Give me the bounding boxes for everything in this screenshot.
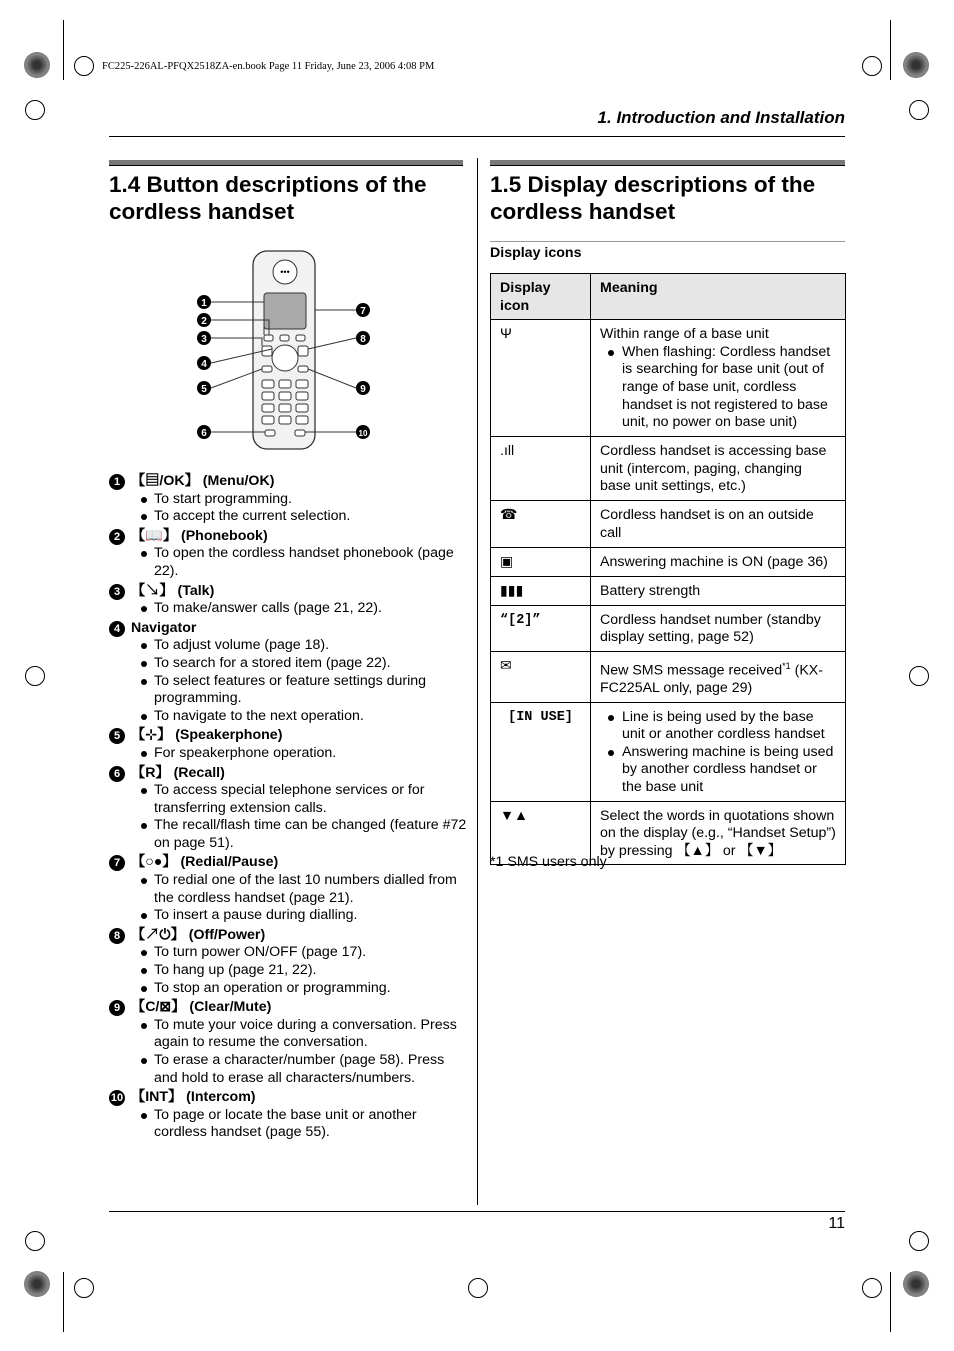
meaning-text: Select the words in quotations shown on the display (e.g., “Handset Setup”) by pressing 【▲】 or 【▼】: [600, 807, 836, 859]
button-label: 【C/⊠】 (Clear/Mute): [131, 999, 272, 1016]
handset-figure: [190, 245, 380, 455]
meaning-bullet: When flashing: Cordless handset is searching for base unit (out of range of base unit, cordless handset is not registered to base unit, no power on base unit): [600, 344, 836, 432]
crop-mark: [63, 20, 64, 80]
display-icon-cell: “[2]”: [491, 605, 591, 651]
meaning-cell: [591, 651, 846, 702]
bullet-item: To erase a character/number (page 58). Press and hold to erase all characters/numbers.: [109, 1052, 469, 1087]
meaning-bullet: Answering machine is being used by another cordless handset or the base unit: [600, 744, 836, 797]
bullet-item: To redial one of the last 10 numbers dialled from the cordless handset (page 21).: [109, 872, 469, 907]
bullet-item: To open the cordless handset phonebook (page 22).: [109, 545, 469, 580]
registration-disc: [903, 1271, 929, 1297]
meaning-text: Answering machine is ON (page 36): [600, 553, 828, 570]
item-number-badge: 5: [109, 728, 125, 744]
button-label: 【R】 (Recall): [131, 764, 225, 781]
crosshair-mark: [862, 56, 882, 76]
crosshair-mark: [909, 1231, 929, 1251]
item-number-badge: 8: [109, 928, 125, 944]
button-item-heading: [109, 727, 469, 745]
table-row: [491, 576, 846, 605]
meaning-cell: [591, 437, 846, 501]
subheading-rule: [490, 241, 845, 242]
crosshair-mark: [74, 56, 94, 76]
bullet-item: The recall/flash time can be changed (feature #72 on page 51).: [109, 817, 469, 852]
registration-disc: [24, 1271, 50, 1297]
button-description-list: [109, 471, 469, 1142]
button-label: 【▤/OK】 (Menu/OK): [131, 473, 275, 489]
item-number-badge: 9: [109, 1000, 125, 1016]
column-divider: [477, 158, 478, 1205]
bullet-item: To accept the current selection.: [109, 508, 469, 526]
callout-1: 1: [201, 298, 207, 309]
meaning-text: New SMS message received$^{*1}$ (KX-FC225AL only, page 29): [600, 660, 823, 697]
section-bar: [109, 160, 463, 166]
meaning-cell: [591, 605, 846, 651]
table-row: [491, 651, 846, 702]
callout-6: 6: [201, 428, 207, 439]
button-label: 【📖】 (Phonebook): [131, 527, 268, 544]
callout-9: 9: [360, 384, 366, 395]
footer-rule: [109, 1211, 845, 1212]
title-line: 1.5 Display descriptions of the: [490, 172, 816, 197]
crop-mark: [890, 20, 891, 80]
crosshair-mark: [74, 1278, 94, 1298]
button-item-heading: [109, 528, 469, 546]
bullet-item: To turn power ON/OFF (page 17).: [109, 944, 469, 962]
item-number-badge: 7: [109, 855, 125, 871]
meaning-text: Cordless handset is accessing base unit (intercom, paging, changing base unit settings, etc.): [600, 443, 827, 495]
callout-4: 4: [201, 359, 207, 370]
crosshair-mark: [25, 666, 45, 686]
crosshair-mark: [25, 100, 45, 120]
meaning-bullet: Line is being used by the base unit or another cordless handset: [600, 709, 836, 744]
bullet-item: To hang up (page 21, 22).: [109, 962, 469, 980]
table-row: [491, 437, 846, 501]
crosshair-mark: [862, 1278, 882, 1298]
bullet-item: To adjust volume (page 18).: [109, 637, 469, 655]
button-label: 【○●】 (Redial/Pause): [131, 854, 279, 871]
button-item-heading: [109, 583, 469, 601]
button-label: 【↘】 (Talk): [131, 582, 215, 599]
callout-5: 5: [201, 384, 207, 395]
meaning-text: Battery strength: [600, 582, 701, 599]
button-item-heading: [109, 854, 469, 872]
display-icon-cell: Ψ: [491, 320, 591, 437]
bullet-item: To select features or feature settings during programming.: [109, 673, 469, 708]
callout-8: 8: [360, 334, 366, 345]
callout-7: 7: [360, 306, 366, 317]
item-number-badge: 1: [109, 474, 125, 490]
display-icon-cell: ✉: [491, 651, 591, 702]
col-header-icon: Display icon: [491, 274, 591, 320]
footnote-ref: *1: [782, 660, 791, 671]
crop-mark: [890, 1272, 891, 1332]
meaning-text: Within range of a base unit: [600, 326, 769, 343]
display-icons-heading: Display icons: [490, 245, 582, 261]
registration-disc: [903, 52, 929, 78]
button-item-heading: [109, 927, 469, 945]
item-number-badge: 3: [109, 584, 125, 600]
display-icon-cell: ▼▲: [491, 801, 591, 865]
meaning-cell: [591, 320, 846, 437]
table-row: [491, 547, 846, 576]
button-item-heading: [109, 1089, 469, 1107]
meaning-cell: [591, 576, 846, 605]
crop-mark: [63, 1272, 64, 1332]
bullet-item: For speakerphone operation.: [109, 745, 469, 763]
button-label: 【INT】 (Intercom): [131, 1089, 256, 1106]
book-info-line: FC225-226AL-PFQX2518ZA-en.book Page 11 Friday, June 23, 2006 4:08 PM: [102, 61, 435, 72]
button-label: 【↗⏻】 (Off/Power): [131, 926, 266, 943]
bullet-item: To make/answer calls (page 21, 22).: [109, 600, 469, 618]
callout-2: 2: [201, 316, 207, 327]
button-item-heading: [109, 473, 469, 491]
bullet-item: To search for a stored item (page 22).: [109, 655, 469, 673]
display-icons-table: [490, 273, 846, 865]
display-icon-cell: [IN USE]: [491, 702, 591, 801]
page-number: 11: [828, 1215, 845, 1232]
display-icon-cell: ▣: [491, 547, 591, 576]
bullet-item: To mute your voice during a conversation. Press again to resume the conversation.: [109, 1017, 469, 1052]
bullet-item: To access special telephone services or for transferring extension calls.: [109, 782, 469, 817]
callout-3: 3: [201, 334, 207, 345]
section-title-buttons: [109, 171, 427, 225]
bullet-item: To navigate to the next operation.: [109, 708, 469, 726]
crosshair-mark: [468, 1278, 488, 1298]
crosshair-mark: [25, 1231, 45, 1251]
button-item-heading: [109, 999, 469, 1017]
meaning-text: Cordless handset is on an outside call: [600, 506, 814, 541]
meaning-cell: [591, 702, 846, 801]
crosshair-mark: [909, 666, 929, 686]
meaning-cell: [591, 500, 846, 547]
item-number-badge: 6: [109, 766, 125, 782]
button-item-heading: [109, 765, 469, 783]
button-label: Navigator: [131, 619, 197, 636]
table-row: [491, 605, 846, 651]
item-number-badge: 4: [109, 621, 125, 637]
section-title-display: [490, 171, 815, 225]
meaning-cell: [591, 801, 846, 865]
bullet-item: To start programming.: [109, 491, 469, 509]
table-row: [491, 500, 846, 547]
callout-10: 10: [358, 429, 368, 438]
crosshair-mark: [909, 100, 929, 120]
title-line: cordless handset: [109, 199, 295, 224]
display-icon-cell: .ıll: [491, 437, 591, 501]
item-number-badge: 10: [110, 1092, 124, 1105]
title-line: 1.4 Button descriptions of the: [109, 172, 427, 197]
title-line: cordless handset: [490, 199, 676, 224]
col-header-meaning: Meaning: [591, 274, 846, 320]
bullet-item: To page or locate the base unit or another cordless handset (page 55).: [109, 1107, 469, 1142]
chapter-header: 1. Introduction and Installation: [597, 108, 845, 127]
footnote: *1 SMS users only: [490, 854, 607, 870]
header-rule: [109, 136, 845, 137]
section-bar: [490, 160, 845, 166]
meaning-cell: [591, 547, 846, 576]
button-label: 【⊹】 (Speakerphone): [131, 727, 283, 744]
registration-disc: [24, 52, 50, 78]
bullet-item: To insert a pause during dialling.: [109, 907, 469, 925]
table-row: [491, 320, 846, 437]
svg-text:•••: •••: [280, 267, 290, 277]
table-row: [491, 702, 846, 801]
button-item-heading: [109, 620, 469, 638]
bullet-item: To stop an operation or programming.: [109, 980, 469, 998]
item-number-badge: 2: [109, 529, 125, 545]
display-icon-cell: ▮▮▮: [491, 576, 591, 605]
display-icon-cell: ☎: [491, 500, 591, 547]
meaning-text: Cordless handset number (standby display setting, page 52): [600, 611, 821, 646]
